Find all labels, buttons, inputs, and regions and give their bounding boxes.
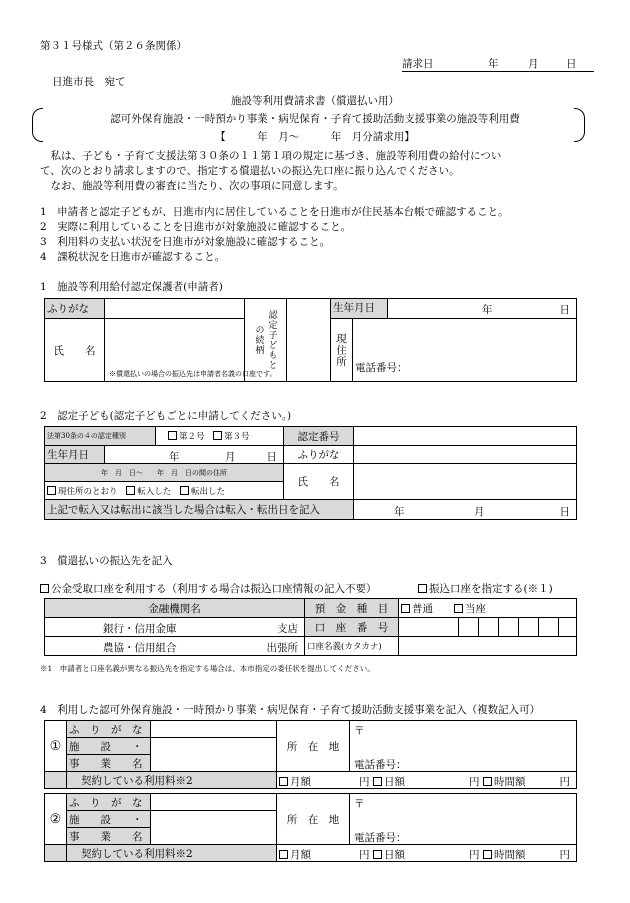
footnote-1: ※1 申請者と口座名義が異なる振込先を指定する場合は、本市指定の委任状を提出してください。	[40, 664, 375, 673]
birth-row: 生年月日 年 日	[331, 299, 577, 319]
facility-name-label: 事 業 名	[67, 755, 151, 772]
relation-field[interactable]	[287, 299, 331, 382]
row-number: ②	[45, 794, 67, 845]
form-title: 施設等利用費請求書（償還払い用）	[231, 95, 399, 107]
request-date: 請求日 年 月 日	[402, 56, 594, 72]
facility-furigana-field[interactable]	[151, 721, 277, 738]
kind2-checkbox[interactable]	[168, 431, 177, 440]
cert-no-field[interactable]	[354, 427, 577, 446]
applicant-address-field[interactable]: 電話番号：	[353, 319, 577, 382]
consent-item: 3 利用料の支払い状況を日進市が対象施設に確認すること。	[40, 236, 331, 248]
facility-table-1	[44, 720, 577, 789]
public-account-option: 公金受取口座を利用する（利用する場合は振込口座情報の記入不要）	[40, 581, 377, 596]
form-number: 第３１号様式（第２６条関係）	[40, 40, 187, 52]
facility-name-field[interactable]	[151, 738, 277, 772]
child-birth-label: 生年月日	[45, 446, 105, 464]
address-options: 現住所のとおり 転入した 転出した	[45, 482, 284, 500]
location-label: 所 在 地	[277, 794, 350, 845]
deposit-type-field: 普通 当座	[399, 599, 577, 618]
daily-checkbox[interactable]	[373, 850, 382, 859]
facility-furigana-label: ふ り が な	[67, 794, 151, 811]
current-checkbox[interactable]	[454, 604, 463, 613]
location-label: 所 在 地	[277, 721, 350, 772]
consent-item: 4 課税状況を日進市が確認すること。	[40, 251, 226, 263]
account-digit[interactable]	[499, 618, 519, 637]
child-furigana-label: ふりがな	[284, 446, 354, 464]
child-birth-field[interactable]: 年 月 日	[105, 446, 284, 464]
title-target: 認可外保育施設・一時預かり事業・病児保育・子育て援助活動支援事業の施設等利用費	[110, 113, 520, 125]
moved-in-checkbox[interactable]	[126, 486, 135, 495]
fee-field: 月額 円 日額 円 時間額 円	[277, 772, 577, 789]
consent-item: 1 申請者と認定子どもが、日進市内に居住していることを日進市が住民基本台帳で確認すること。	[40, 206, 509, 218]
furigana-label: ふりがな	[45, 299, 105, 319]
facility-furigana-field[interactable]	[151, 794, 277, 811]
row-number: ①	[45, 721, 67, 772]
child-name-field[interactable]	[354, 464, 577, 500]
child-furigana-field[interactable]	[354, 446, 577, 464]
facility-furigana-label: ふ り が な	[67, 721, 151, 738]
location-field[interactable]: 〒 電話番号：	[350, 721, 577, 772]
same-address-checkbox[interactable]	[47, 486, 56, 495]
account-digit[interactable]	[559, 618, 577, 637]
monthly-checkbox[interactable]	[279, 850, 288, 859]
child-table	[44, 426, 577, 520]
designate-account-option: 振込口座を指定する(※１)	[418, 581, 553, 596]
applicant-table	[44, 298, 577, 382]
monthly-checkbox[interactable]	[279, 777, 288, 786]
title-period: 【 年 月～ 年 月分請求用】	[215, 131, 415, 143]
account-holder-label: 口座名義(カタカナ)	[305, 637, 399, 656]
facility-name-label: 施 設 ・	[67, 738, 151, 755]
bank-name-label: 金融機関名	[45, 599, 305, 618]
account-digit[interactable]	[539, 618, 559, 637]
facility-name-field[interactable]	[151, 811, 277, 845]
intro-text: 私は、子ども・子育て支援法第３０条の１１第１項の規定に基づき、施設等利用費の給付につい	[40, 150, 502, 162]
period-address-label: 年 月 日～ 年 月 日の間の住所	[45, 464, 284, 482]
name-label: 氏 名	[45, 319, 105, 382]
move-date-field[interactable]: 年 月 日	[354, 500, 577, 520]
kind3-checkbox[interactable]	[213, 431, 222, 440]
public-account-checkbox[interactable]	[40, 584, 49, 593]
addressee: 日進市長 宛て	[52, 76, 126, 88]
hourly-checkbox[interactable]	[483, 777, 492, 786]
hourly-checkbox[interactable]	[483, 850, 492, 859]
account-digit[interactable]	[399, 618, 459, 637]
account-number-label: 口 座 番 号	[305, 618, 399, 637]
intro-text: なお、施設等利用費の審査に当たり、次の事項に同意します。	[40, 180, 344, 192]
bank-table	[44, 598, 577, 656]
section4-heading: 4 利用した認可外保育施設・一時預かり事業・病児保育・子育て援助活動支援事業を記入（複数記入可）	[40, 704, 541, 716]
daily-checkbox[interactable]	[373, 777, 382, 786]
ordinary-checkbox[interactable]	[401, 604, 410, 613]
address-label: 現住所	[331, 319, 353, 382]
designate-account-checkbox[interactable]	[418, 584, 427, 593]
account-digit[interactable]	[459, 618, 479, 637]
branch-field[interactable]: 農協・信用組合 出張所	[45, 637, 305, 656]
applicant-furigana-field[interactable]	[105, 299, 245, 319]
account-digit[interactable]	[479, 618, 499, 637]
applicant-name-field[interactable]: ※償還払いの場合の振込先は申請者名義の口座です。	[105, 319, 245, 382]
applicant-birth-field[interactable]: 年 日	[482, 304, 570, 316]
location-field[interactable]: 〒 電話番号：	[350, 794, 577, 845]
move-date-label: 上記で転入又は転出に該当した場合は転入・転出日を記入	[45, 500, 354, 520]
intro-text: て、次のとおり請求しますので、指定する償還払いの振込先口座に振り込んでください。	[40, 165, 460, 177]
section2-heading: 2 認定子ども(認定子どもごとに申請してください。)	[40, 410, 292, 422]
facility-name-label: 施 設 ・	[67, 811, 151, 828]
facility-name-label: 事 業 名	[67, 828, 151, 845]
relation-label: 認定子どもとの続柄	[245, 299, 287, 382]
account-holder-field[interactable]	[399, 637, 577, 656]
fee-field: 月額 円 日額 円 時間額 円	[277, 845, 577, 862]
section1-heading: 1 施設等利用給付認定保護者(申請者)	[40, 281, 223, 293]
fee-label: 契約している利用料※2	[67, 845, 277, 862]
bank-name-field[interactable]: 銀行・信用金庫 支店	[45, 618, 305, 637]
moved-out-checkbox[interactable]	[180, 486, 189, 495]
deposit-type-label: 預 金 種 目	[305, 599, 399, 618]
account-digit[interactable]	[519, 618, 539, 637]
kind-row: 法第30条の４の認定種別 第２号 第３号	[45, 427, 284, 446]
section3-heading: 3 償還払いの振込先を記入	[40, 555, 173, 567]
facility-table-2	[44, 793, 577, 862]
consent-item: 2 実際に利用していることを日進市が対象施設に確認すること。	[40, 221, 352, 233]
cert-no-label: 認定番号	[284, 427, 354, 446]
child-name-label: 氏 名	[284, 464, 354, 500]
fee-label: 契約している利用料※2	[67, 772, 277, 789]
